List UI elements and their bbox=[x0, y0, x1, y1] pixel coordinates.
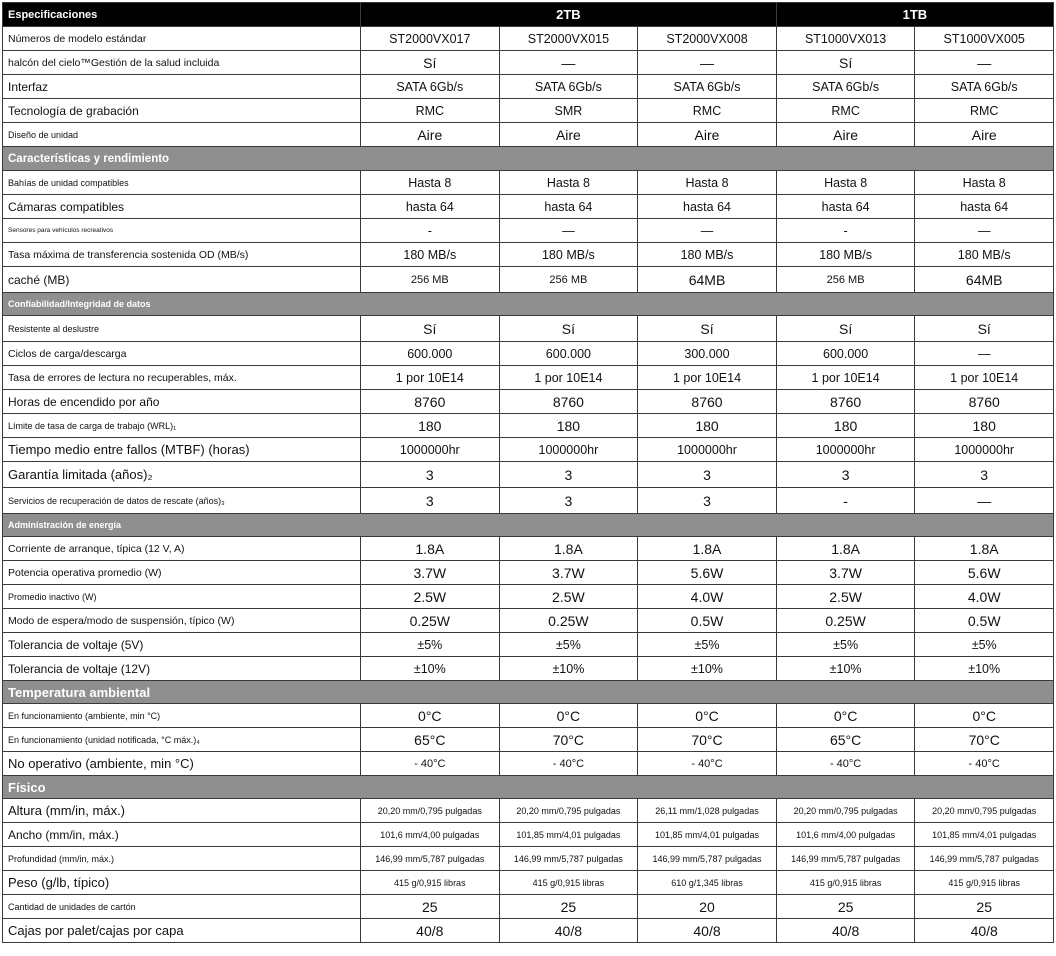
spec-row bbox=[3, 219, 1054, 243]
spec-label: No operativo (ambiente, min °C) bbox=[3, 752, 361, 776]
spec-label: Servicios de recuperación de datos de rescate (años)₃ bbox=[3, 488, 361, 514]
spec-value: Sí bbox=[915, 316, 1054, 342]
spec-value: ±5% bbox=[499, 633, 638, 657]
spec-value: 0.5W bbox=[915, 609, 1054, 633]
spec-row bbox=[3, 195, 1054, 219]
section-title: Temperatura ambiental bbox=[3, 681, 1054, 704]
spec-value: 3 bbox=[499, 488, 638, 514]
spec-value: 180 bbox=[638, 414, 777, 438]
spec-value: 415 g/0,915 libras bbox=[776, 871, 915, 895]
spec-value: 1.8A bbox=[638, 537, 777, 561]
spec-value: 1000000hr bbox=[915, 438, 1054, 462]
spec-value: 180 MB/s bbox=[915, 243, 1054, 267]
spec-row bbox=[3, 633, 1054, 657]
header-row bbox=[3, 3, 1054, 27]
spec-value: ±5% bbox=[776, 633, 915, 657]
spec-row bbox=[3, 414, 1054, 438]
spec-value: 20,20 mm/0,795 pulgadas bbox=[361, 799, 500, 823]
spec-value: 20,20 mm/0,795 pulgadas bbox=[776, 799, 915, 823]
spec-value: 40/8 bbox=[915, 919, 1054, 943]
spec-value: 3 bbox=[361, 488, 500, 514]
spec-value: 8760 bbox=[776, 390, 915, 414]
spec-row bbox=[3, 75, 1054, 99]
section-header-row bbox=[3, 681, 1054, 704]
spec-value: 1 por 10E14 bbox=[638, 366, 777, 390]
spec-value: 65°C bbox=[361, 728, 500, 752]
spec-value: ±10% bbox=[638, 657, 777, 681]
spec-value: 64MB bbox=[915, 267, 1054, 293]
spec-value: Sí bbox=[776, 51, 915, 75]
spec-value: 25 bbox=[499, 895, 638, 919]
spec-value: 20,20 mm/0,795 pulgadas bbox=[499, 799, 638, 823]
spec-value: 1 por 10E14 bbox=[361, 366, 500, 390]
spec-value: 180 MB/s bbox=[776, 243, 915, 267]
section-title: Confiabilidad/Integridad de datos bbox=[3, 293, 1054, 316]
spec-value: Hasta 8 bbox=[776, 171, 915, 195]
spec-header-label: Especificaciones bbox=[3, 3, 361, 27]
spec-value: 1.8A bbox=[499, 537, 638, 561]
spec-value: 180 MB/s bbox=[361, 243, 500, 267]
spec-value: 0.25W bbox=[776, 609, 915, 633]
spec-label: Cajas por palet/cajas por capa bbox=[3, 919, 361, 943]
spec-label: Tasa máxima de transferencia sostenida OD (MB/s) bbox=[3, 243, 361, 267]
spec-value: 101,6 mm/4,00 pulgadas bbox=[361, 823, 500, 847]
spec-value: 101,85 mm/4,01 pulgadas bbox=[638, 823, 777, 847]
spec-value: 70°C bbox=[638, 728, 777, 752]
spec-row bbox=[3, 799, 1054, 823]
spec-row bbox=[3, 123, 1054, 147]
spec-value: 600.000 bbox=[361, 342, 500, 366]
spec-value: 26,11 mm/1,028 pulgadas bbox=[638, 799, 777, 823]
spec-value: 415 g/0,915 libras bbox=[361, 871, 500, 895]
spec-value: 70°C bbox=[499, 728, 638, 752]
spec-value: RMC bbox=[361, 99, 500, 123]
spec-value: Aire bbox=[638, 123, 777, 147]
spec-value: 415 g/0,915 libras bbox=[499, 871, 638, 895]
spec-value: — bbox=[638, 219, 777, 243]
spec-label: Cámaras compatibles bbox=[3, 195, 361, 219]
spec-value: SATA 6Gb/s bbox=[361, 75, 500, 99]
spec-value: hasta 64 bbox=[776, 195, 915, 219]
spec-value: 1 por 10E14 bbox=[776, 366, 915, 390]
spec-value: SATA 6Gb/s bbox=[499, 75, 638, 99]
spec-value: SATA 6Gb/s bbox=[638, 75, 777, 99]
spec-value: 3 bbox=[638, 488, 777, 514]
spec-label: halcón del cielo™Gestión de la salud incluida bbox=[3, 51, 361, 75]
spec-value: ±10% bbox=[915, 657, 1054, 681]
section-title: Características y rendimiento bbox=[3, 147, 1054, 171]
spec-label: Potencia operativa promedio (W) bbox=[3, 561, 361, 585]
spec-value: 8760 bbox=[361, 390, 500, 414]
spec-label: Resistente al deslustre bbox=[3, 316, 361, 342]
spec-value: 180 bbox=[915, 414, 1054, 438]
spec-table bbox=[2, 2, 1054, 943]
spec-value: ±5% bbox=[361, 633, 500, 657]
spec-value: 1000000hr bbox=[361, 438, 500, 462]
spec-label: En funcionamiento (ambiente, min °C) bbox=[3, 704, 361, 728]
spec-value: Hasta 8 bbox=[915, 171, 1054, 195]
spec-value: 2.5W bbox=[361, 585, 500, 609]
spec-label: Sensores para vehículos recreativos bbox=[3, 219, 361, 243]
spec-value: — bbox=[915, 488, 1054, 514]
spec-value: 40/8 bbox=[776, 919, 915, 943]
spec-value: - 40°C bbox=[499, 752, 638, 776]
spec-value: ST1000VX005 bbox=[915, 27, 1054, 51]
spec-value: 0°C bbox=[638, 704, 777, 728]
spec-label: Modo de espera/modo de suspensión, típico (W) bbox=[3, 609, 361, 633]
spec-value: ±10% bbox=[776, 657, 915, 681]
spec-label: Ancho (mm/in, máx.) bbox=[3, 823, 361, 847]
section-header-row bbox=[3, 514, 1054, 537]
spec-value: 70°C bbox=[915, 728, 1054, 752]
section-title: Físico bbox=[3, 776, 1054, 799]
spec-value: - bbox=[776, 488, 915, 514]
spec-value: ±5% bbox=[638, 633, 777, 657]
spec-value: 8760 bbox=[499, 390, 638, 414]
spec-value: 256 MB bbox=[776, 267, 915, 293]
spec-value: 3 bbox=[776, 462, 915, 488]
spec-row bbox=[3, 609, 1054, 633]
spec-value: 40/8 bbox=[361, 919, 500, 943]
spec-value: 40/8 bbox=[499, 919, 638, 943]
spec-value: 0°C bbox=[915, 704, 1054, 728]
spec-value: 0.25W bbox=[361, 609, 500, 633]
spec-value: hasta 64 bbox=[499, 195, 638, 219]
spec-value: — bbox=[499, 51, 638, 75]
spec-value: RMC bbox=[776, 99, 915, 123]
spec-value: — bbox=[915, 219, 1054, 243]
spec-value: 1.8A bbox=[915, 537, 1054, 561]
spec-value: 600.000 bbox=[499, 342, 638, 366]
spec-value: 3.7W bbox=[499, 561, 638, 585]
spec-label: caché (MB) bbox=[3, 267, 361, 293]
spec-value: 64MB bbox=[638, 267, 777, 293]
spec-value: Aire bbox=[361, 123, 500, 147]
spec-value: 65°C bbox=[776, 728, 915, 752]
spec-value: 180 MB/s bbox=[638, 243, 777, 267]
spec-value: - 40°C bbox=[915, 752, 1054, 776]
spec-label: Números de modelo estándar bbox=[3, 27, 361, 51]
spec-value: 4.0W bbox=[915, 585, 1054, 609]
spec-value: — bbox=[638, 51, 777, 75]
spec-value: ST2000VX008 bbox=[638, 27, 777, 51]
spec-value: Hasta 8 bbox=[499, 171, 638, 195]
spec-label: Bahías de unidad compatibles bbox=[3, 171, 361, 195]
spec-value: Aire bbox=[776, 123, 915, 147]
spec-value: 3 bbox=[915, 462, 1054, 488]
spec-row bbox=[3, 919, 1054, 943]
spec-value: 3 bbox=[361, 462, 500, 488]
spec-row bbox=[3, 171, 1054, 195]
spec-value: 4.0W bbox=[638, 585, 777, 609]
spec-value: ±10% bbox=[499, 657, 638, 681]
spec-row bbox=[3, 488, 1054, 514]
spec-value: 146,99 mm/5,787 pulgadas bbox=[776, 847, 915, 871]
spec-row bbox=[3, 342, 1054, 366]
spec-row bbox=[3, 823, 1054, 847]
spec-body bbox=[3, 27, 1054, 943]
spec-value: - bbox=[776, 219, 915, 243]
spec-value: 415 g/0,915 libras bbox=[915, 871, 1054, 895]
spec-value: 1.8A bbox=[776, 537, 915, 561]
spec-value: 0°C bbox=[499, 704, 638, 728]
spec-value: hasta 64 bbox=[361, 195, 500, 219]
spec-value: ST2000VX017 bbox=[361, 27, 500, 51]
spec-value: 0.25W bbox=[499, 609, 638, 633]
spec-row bbox=[3, 99, 1054, 123]
spec-value: ±10% bbox=[361, 657, 500, 681]
spec-value: 610 g/1,345 libras bbox=[638, 871, 777, 895]
spec-label: Profundidad (mm/in, máx.) bbox=[3, 847, 361, 871]
spec-label: Límite de tasa de carga de trabajo (WRL)₁ bbox=[3, 414, 361, 438]
spec-value: - 40°C bbox=[361, 752, 500, 776]
spec-value: 3.7W bbox=[361, 561, 500, 585]
spec-value: 0°C bbox=[776, 704, 915, 728]
section-header-row bbox=[3, 776, 1054, 799]
spec-value: 600.000 bbox=[776, 342, 915, 366]
spec-value: 180 bbox=[776, 414, 915, 438]
spec-row bbox=[3, 390, 1054, 414]
spec-row bbox=[3, 438, 1054, 462]
spec-row bbox=[3, 871, 1054, 895]
spec-value: Sí bbox=[361, 51, 500, 75]
spec-value: — bbox=[915, 342, 1054, 366]
spec-row bbox=[3, 895, 1054, 919]
section-title: Administración de energía bbox=[3, 514, 1054, 537]
spec-value: 25 bbox=[915, 895, 1054, 919]
spec-row bbox=[3, 366, 1054, 390]
spec-value: 1.8A bbox=[361, 537, 500, 561]
spec-value: 256 MB bbox=[361, 267, 500, 293]
spec-row bbox=[3, 243, 1054, 267]
spec-value: Hasta 8 bbox=[361, 171, 500, 195]
spec-value: 146,99 mm/5,787 pulgadas bbox=[638, 847, 777, 871]
spec-value: Hasta 8 bbox=[638, 171, 777, 195]
spec-value: - 40°C bbox=[776, 752, 915, 776]
spec-label: Tasa de errores de lectura no recuperables, máx. bbox=[3, 366, 361, 390]
spec-value: 3 bbox=[638, 462, 777, 488]
spec-row bbox=[3, 704, 1054, 728]
spec-value: 0.5W bbox=[638, 609, 777, 633]
spec-value: 101,6 mm/4,00 pulgadas bbox=[776, 823, 915, 847]
spec-value: RMC bbox=[638, 99, 777, 123]
spec-value: SATA 6Gb/s bbox=[915, 75, 1054, 99]
spec-label: Altura (mm/in, máx.) bbox=[3, 799, 361, 823]
spec-value: 146,99 mm/5,787 pulgadas bbox=[499, 847, 638, 871]
spec-label: Diseño de unidad bbox=[3, 123, 361, 147]
spec-value: SATA 6Gb/s bbox=[776, 75, 915, 99]
capacity-header-2tb: 2TB bbox=[361, 3, 777, 27]
spec-row bbox=[3, 27, 1054, 51]
spec-value: hasta 64 bbox=[638, 195, 777, 219]
spec-row bbox=[3, 51, 1054, 75]
spec-row bbox=[3, 316, 1054, 342]
spec-value: 1000000hr bbox=[638, 438, 777, 462]
spec-row bbox=[3, 537, 1054, 561]
spec-value: 25 bbox=[776, 895, 915, 919]
spec-value: 2.5W bbox=[776, 585, 915, 609]
spec-value: ±5% bbox=[915, 633, 1054, 657]
spec-value: 25 bbox=[361, 895, 500, 919]
spec-label: Interfaz bbox=[3, 75, 361, 99]
spec-value: — bbox=[499, 219, 638, 243]
spec-value: Aire bbox=[915, 123, 1054, 147]
spec-value: 146,99 mm/5,787 pulgadas bbox=[361, 847, 500, 871]
spec-value: 300.000 bbox=[638, 342, 777, 366]
spec-label: Garantía limitada (años)₂ bbox=[3, 462, 361, 488]
spec-value: 5.6W bbox=[638, 561, 777, 585]
spec-label: Promedio inactivo (W) bbox=[3, 585, 361, 609]
spec-label: Cantidad de unidades de cartón bbox=[3, 895, 361, 919]
spec-value: 3 bbox=[499, 462, 638, 488]
spec-value: 5.6W bbox=[915, 561, 1054, 585]
spec-label: Corriente de arranque, típica (12 V, A) bbox=[3, 537, 361, 561]
spec-value: 101,85 mm/4,01 pulgadas bbox=[499, 823, 638, 847]
spec-value: Sí bbox=[638, 316, 777, 342]
spec-row bbox=[3, 561, 1054, 585]
spec-value: Sí bbox=[361, 316, 500, 342]
spec-label: Horas de encendido por año bbox=[3, 390, 361, 414]
spec-value: RMC bbox=[915, 99, 1054, 123]
spec-row bbox=[3, 847, 1054, 871]
spec-value: 20 bbox=[638, 895, 777, 919]
spec-value: 256 MB bbox=[499, 267, 638, 293]
spec-value: hasta 64 bbox=[915, 195, 1054, 219]
spec-label: En funcionamiento (unidad notificada, °C máx.)₄ bbox=[3, 728, 361, 752]
spec-value: 180 bbox=[361, 414, 500, 438]
spec-value: ST2000VX015 bbox=[499, 27, 638, 51]
spec-label: Tiempo medio entre fallos (MTBF) (horas) bbox=[3, 438, 361, 462]
spec-row bbox=[3, 657, 1054, 681]
spec-row bbox=[3, 752, 1054, 776]
section-header-row bbox=[3, 293, 1054, 316]
spec-value: 101,85 mm/4,01 pulgadas bbox=[915, 823, 1054, 847]
spec-value: 3.7W bbox=[776, 561, 915, 585]
spec-value: - bbox=[361, 219, 500, 243]
spec-value: 40/8 bbox=[638, 919, 777, 943]
spec-value: 0°C bbox=[361, 704, 500, 728]
spec-row bbox=[3, 267, 1054, 293]
spec-value: SMR bbox=[499, 99, 638, 123]
spec-value: Aire bbox=[499, 123, 638, 147]
spec-value: 1 por 10E14 bbox=[915, 366, 1054, 390]
spec-value: 1000000hr bbox=[499, 438, 638, 462]
spec-value: 2.5W bbox=[499, 585, 638, 609]
spec-value: 1 por 10E14 bbox=[499, 366, 638, 390]
spec-value: 8760 bbox=[638, 390, 777, 414]
spec-row bbox=[3, 728, 1054, 752]
spec-value: 1000000hr bbox=[776, 438, 915, 462]
spec-label: Tolerancia de voltaje (5V) bbox=[3, 633, 361, 657]
spec-row bbox=[3, 462, 1054, 488]
section-header-row bbox=[3, 147, 1054, 171]
spec-value: 180 bbox=[499, 414, 638, 438]
spec-value: 146,99 mm/5,787 pulgadas bbox=[915, 847, 1054, 871]
spec-label: Tolerancia de voltaje (12V) bbox=[3, 657, 361, 681]
spec-value: 20,20 mm/0,795 pulgadas bbox=[915, 799, 1054, 823]
spec-value: - 40°C bbox=[638, 752, 777, 776]
spec-label: Ciclos de carga/descarga bbox=[3, 342, 361, 366]
spec-value: Sí bbox=[776, 316, 915, 342]
spec-value: Sí bbox=[499, 316, 638, 342]
spec-row bbox=[3, 585, 1054, 609]
spec-value: 180 MB/s bbox=[499, 243, 638, 267]
capacity-header-1tb: 1TB bbox=[776, 3, 1053, 27]
spec-label: Tecnología de grabación bbox=[3, 99, 361, 123]
spec-value: — bbox=[915, 51, 1054, 75]
spec-label: Peso (g/lb, típico) bbox=[3, 871, 361, 895]
spec-value: ST1000VX013 bbox=[776, 27, 915, 51]
spec-value: 8760 bbox=[915, 390, 1054, 414]
